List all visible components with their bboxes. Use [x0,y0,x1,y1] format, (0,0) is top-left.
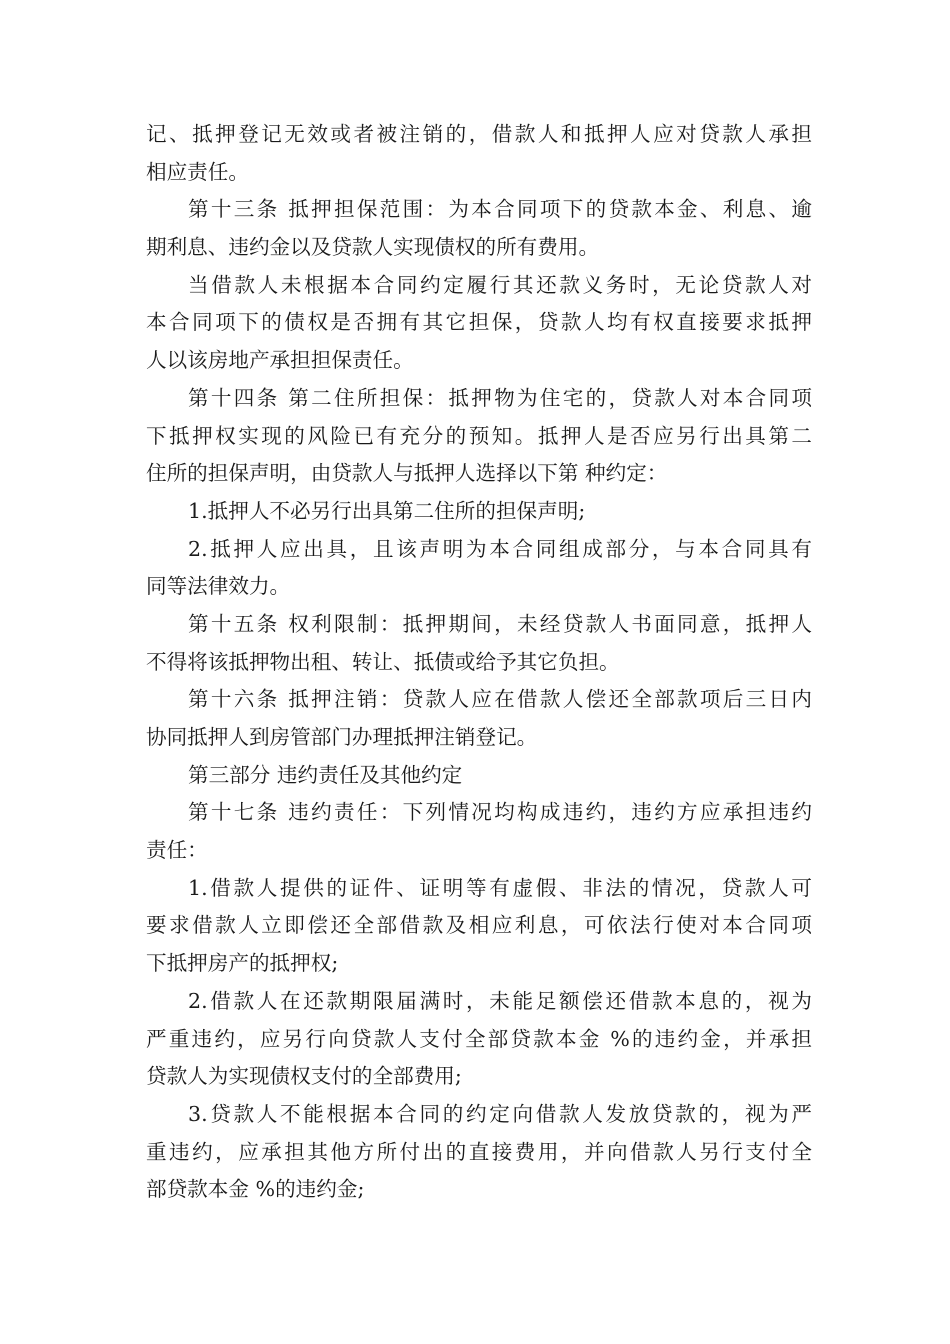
text-line: 第十五条 权利限制：抵押期间，未经贷款人书面同意，抵押人 [188,611,812,636]
text-line: 贷款人为实现债权支付的全部费用; [146,1064,462,1089]
text-line: 3.贷款人不能根据本合同的约定向借款人发放贷款的，视为严 [188,1101,812,1126]
text-line: 部贷款本金 %的违约金; [146,1177,365,1202]
text-line: 记、抵押登记无效或者被注销的，借款人和抵押人应对贷款人承担 [146,122,812,146]
text-line: 第十六条 抵押注销：贷款人应在借款人偿还全部款项后三日内 [188,687,812,712]
text-line: 严重违约，应另行向贷款人支付全部贷款本金 %的违约金，并承担 [146,1026,812,1051]
document-body [146,116,812,1209]
text-line: 下抵押权实现的风险已有充分的预知。抵押人是否应另行出具第二 [146,423,812,448]
text-line: 第十七条 违约责任：下列情况均构成违约，违约方应承担违约 [188,800,812,825]
text-line: 人以该房地产承担担保责任。 [146,348,414,373]
text-line: 不得将该抵押物出租、转让、抵债或给予其它负担。 [146,649,620,674]
text-line: 第三部分 违约责任及其他约定 [188,762,463,787]
text-line: 第十三条 抵押担保范围：为本合同项下的贷款本金、利息、逾 [188,197,812,222]
text-line: 相应责任。 [146,159,249,184]
text-line: 1.抵押人不必另行出具第二住所的担保声明; [188,498,586,523]
text-line: 同等法律效力。 [146,574,291,599]
text-line: 要求借款人立即偿还全部借款及相应利息，可依法行使对本合同项 [146,913,812,938]
text-line: 本合同项下的债权是否拥有其它担保，贷款人均有权直接要求抵押 [146,310,812,335]
text-line: 期利息、违约金以及贷款人实现债权的所有费用。 [146,235,600,260]
text-line: 协同抵押人到房管部门办理抵押注销登记。 [146,725,538,749]
text-line: 当借款人未根据本合同约定履行其还款义务时，无论贷款人对 [188,272,812,297]
text-line: 重违约，应承担其他方所付出的直接费用，并向借款人另行支付全 [146,1139,812,1164]
text-line: 2.借款人在还款期限届满时，未能足额偿还借款本息的，视为 [188,988,812,1013]
text-line: 2.抵押人应出具，且该声明为本合同组成部分，与本合同具有 [188,536,812,561]
text-line: 1.借款人提供的证件、证明等有虚假、非法的情况，贷款人可 [188,875,812,900]
text-line: 第十四条 第二住所担保：抵押物为住宅的，贷款人对本合同项 [188,385,812,410]
text-line: 下抵押房产的抵押权; [146,951,339,976]
text-line: 住所的担保声明，由贷款人与抵押人选择以下第 种约定： [146,461,668,486]
text-line: 责任： [146,838,208,863]
